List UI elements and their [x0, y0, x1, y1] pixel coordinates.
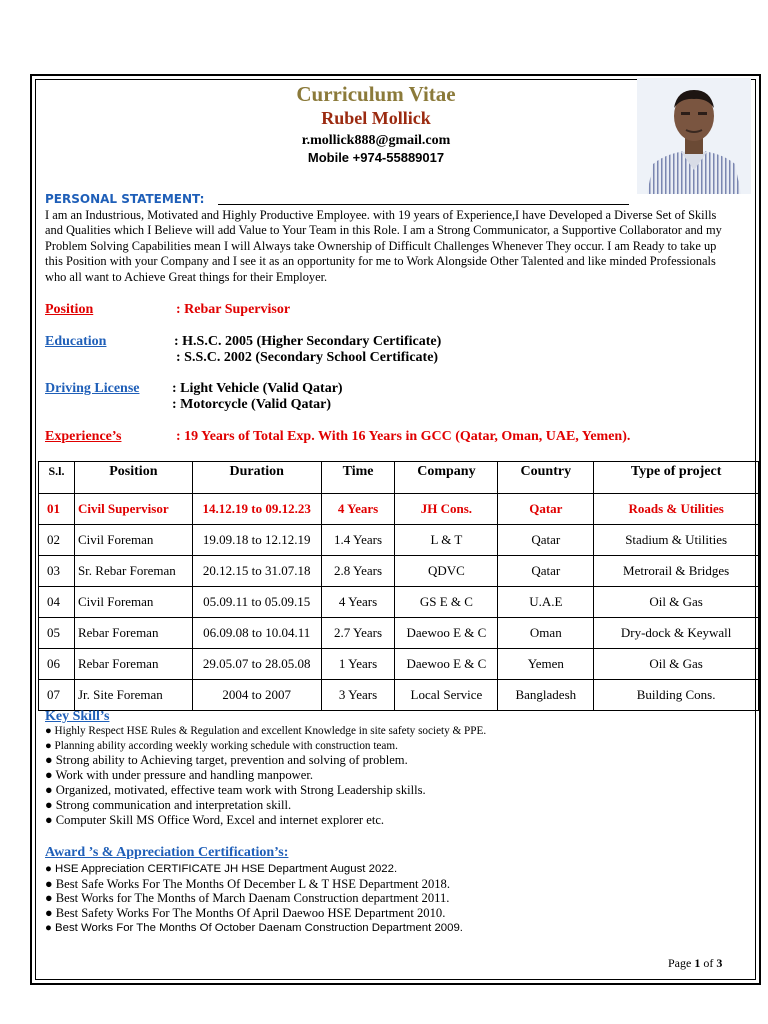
table-cell: 1 Years	[321, 649, 395, 680]
table-cell: Local Service	[395, 680, 498, 711]
cv-title: Curriculum Vitae	[296, 82, 456, 106]
table-row	[39, 649, 759, 680]
table-cell: 3 Years	[321, 680, 395, 711]
column-header: Duration	[192, 462, 321, 494]
column-header: Company	[395, 462, 498, 494]
personal-statement-text: I am an Industrious, Motivated and Highly Productive Employee. with 19 years of Experience,I have Developed a Diverse Set of Skills and Qualities which I Believe will add Value to Your Team in this Role. I am a Strong Communicator, a Supportive Collaborator and my Problem Solving Capabilities mean I will Always take Ownership of Difficult Challenges Whenever They occur. I am Ready to take up this Position with your Company and I see it as an opportunity for me to Work Alongside Other Talented and like minded Professionals who all want to Achieve Great things for their Employer.	[45, 208, 722, 284]
column-header: Type of project	[594, 462, 759, 494]
table-cell: 20.12.15 to 31.07.18	[192, 556, 321, 587]
table-cell: QDVC	[395, 556, 498, 587]
education-label: Education	[45, 334, 107, 349]
page-total: 3	[716, 956, 723, 970]
table-cell: Oil & Gas	[594, 587, 759, 618]
mobile-text: Mobile +974-55889017	[307, 150, 445, 165]
table-cell: Oman	[498, 618, 594, 649]
experience-label: Experience’s	[45, 429, 122, 444]
page-of-word: of	[703, 956, 714, 970]
table-cell: 07	[39, 680, 75, 711]
education-value-hsc: : H.S.C. 2005 (Higher Secondary Certificate)	[174, 334, 442, 349]
table-cell: 19.09.18 to 12.12.19	[192, 525, 321, 556]
table-cell: 4 Years	[321, 494, 395, 525]
table-cell: Qatar	[498, 556, 594, 587]
list-item: ● Computer Skill MS Office Word, Excel and internet explorer etc.	[45, 813, 385, 827]
license-value-motorcycle: : Motorcycle (Valid Qatar)	[172, 397, 332, 412]
education-value-ssc: : S.S.C. 2002 (Secondary School Certificate)	[176, 350, 439, 365]
person-photo-icon	[637, 78, 751, 194]
key-skills-heading: Key Skill’s	[45, 709, 110, 724]
experience-value: : 19 Years of Total Exp. With 16 Years in GCC (Qatar, Oman, UAE, Yemen).	[176, 429, 631, 444]
table-cell: L & T	[395, 525, 498, 556]
table-cell: Sr. Rebar Foreman	[74, 556, 192, 587]
driving-license-label: Driving License	[45, 381, 140, 396]
table-cell: Rebar Foreman	[74, 649, 192, 680]
column-header: Position	[74, 462, 192, 494]
page-current: 1	[694, 956, 701, 970]
table-cell: JH Cons.	[395, 494, 498, 525]
list-item: ● Planning ability according weekly working schedule with construction team.	[45, 740, 398, 752]
position-value: : Rebar Supervisor	[176, 302, 291, 317]
column-header: Time	[321, 462, 395, 494]
awards-heading: Award ’s & Appreciation Certification’s:	[45, 845, 289, 860]
list-item: ● Best Safe Works For The Months Of December L & T HSE Department 2018.	[45, 877, 450, 891]
license-value-vehicle: : Light Vehicle (Valid Qatar)	[172, 381, 343, 396]
table-cell: Oil & Gas	[594, 649, 759, 680]
table-cell: Bangladesh	[498, 680, 594, 711]
heading-underline	[218, 204, 629, 205]
table-cell: 02	[39, 525, 75, 556]
table-row	[39, 525, 759, 556]
table-cell: Civil Supervisor	[74, 494, 192, 525]
list-item: ● Work with under pressure and handling manpower.	[45, 768, 313, 782]
table-cell: 06.09.08 to 10.04.11	[192, 618, 321, 649]
table-cell: GS E & C	[395, 587, 498, 618]
table-cell: Qatar	[498, 525, 594, 556]
table-cell: 2.7 Years	[321, 618, 395, 649]
table-cell: 2004 to 2007	[192, 680, 321, 711]
table-cell: 29.05.07 to 28.05.08	[192, 649, 321, 680]
list-item: ● Strong ability to Achieving target, prevention and solving of problem.	[45, 753, 408, 767]
column-header: S.l.	[39, 462, 75, 494]
list-item: ● Strong communication and interpretation skill.	[45, 798, 292, 812]
table-cell: Civil Foreman	[74, 587, 192, 618]
table-cell: 05	[39, 618, 75, 649]
list-item: ● Best Works for The Months of March Daenam Construction department 2011.	[45, 891, 450, 905]
table-row	[39, 680, 759, 711]
table-cell: 05.09.11 to 05.09.15	[192, 587, 321, 618]
table-cell: Jr. Site Foreman	[74, 680, 192, 711]
page-number	[668, 956, 722, 971]
column-header: Country	[498, 462, 594, 494]
table-cell: Rebar Foreman	[74, 618, 192, 649]
table-cell: Building Cons.	[594, 680, 759, 711]
personal-statement-heading: PERSONAL STATEMENT:	[45, 192, 205, 206]
position-label: Position	[45, 302, 94, 317]
table-cell: Yemen	[498, 649, 594, 680]
table-cell: 01	[39, 494, 75, 525]
table-cell: U.A.E	[498, 587, 594, 618]
list-item: ● Best Safety Works For The Months Of April Daewoo HSE Department 2010.	[45, 906, 446, 920]
table-cell: Daewoo E & C	[395, 649, 498, 680]
table-cell: 14.12.19 to 09.12.23	[192, 494, 321, 525]
table-header-row	[39, 462, 759, 494]
candidate-name: Rubel Mollick	[321, 108, 431, 128]
experience-table	[38, 461, 759, 711]
table-cell: 03	[39, 556, 75, 587]
table-cell: 4 Years	[321, 587, 395, 618]
table-cell: 2.8 Years	[321, 556, 395, 587]
table-cell: Civil Foreman	[74, 525, 192, 556]
table-row	[39, 587, 759, 618]
table-row	[39, 494, 759, 525]
table-cell: Dry-dock & Keywall	[594, 618, 759, 649]
table-cell: 04	[39, 587, 75, 618]
list-item: ● HSE Appreciation CERTIFICATE JH HSE Department August 2022.	[45, 863, 398, 875]
list-item: ● Highly Respect HSE Rules & Regulation and excellent Knowledge in site safety society & PPE.	[45, 725, 487, 737]
list-item: ● Organized, motivated, effective team work with Strong Leadership skills.	[45, 783, 426, 797]
table-cell: Qatar	[498, 494, 594, 525]
table-cell: Metrorail & Bridges	[594, 556, 759, 587]
table-cell: Daewoo E & C	[395, 618, 498, 649]
table-cell: 1.4 Years	[321, 525, 395, 556]
table-row	[39, 556, 759, 587]
table-cell: Stadium & Utilities	[594, 525, 759, 556]
table-cell: Roads & Utilities	[594, 494, 759, 525]
table-row	[39, 618, 759, 649]
table-cell: 06	[39, 649, 75, 680]
list-item: ● Best Works For The Months Of October Daenam Construction Department 2009.	[45, 922, 463, 934]
page-word: Page	[668, 956, 692, 970]
email-text: r.mollick888@gmail.com	[301, 133, 451, 148]
